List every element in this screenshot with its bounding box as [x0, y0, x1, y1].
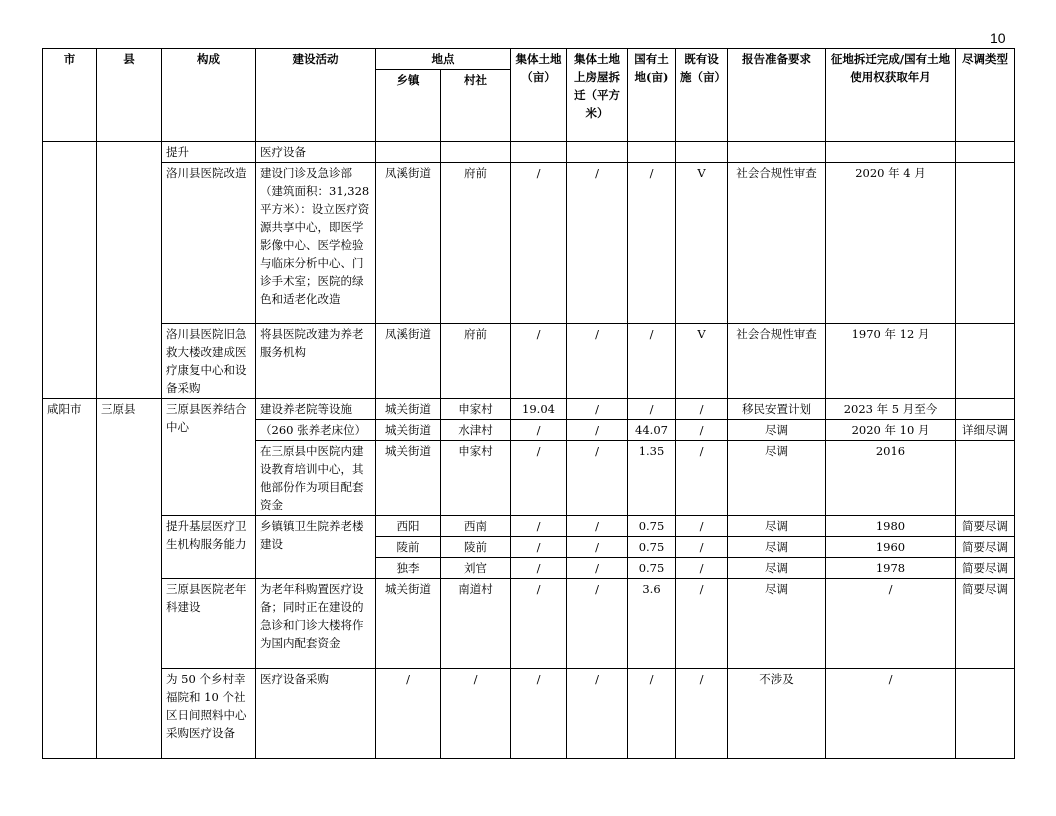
date-cell: 2023 年 5 月至今 — [826, 399, 956, 420]
existing-cell: / — [676, 669, 728, 759]
collective-land-cell: / — [511, 579, 567, 669]
table-row — [43, 142, 1015, 163]
activity-cell: （260 张养老床位） — [256, 420, 376, 441]
report-cell: 尽调 — [728, 516, 826, 537]
component-cell: 为 50 个乡村幸福院和 10 个社区日间照料中心采购医疗设备 — [162, 669, 256, 759]
header-collective-land: 集体土地（亩） — [511, 49, 567, 142]
demolition-cell: / — [567, 537, 628, 558]
village-cell: 刘官 — [441, 558, 511, 579]
dd-cell: 详细尽调 — [956, 420, 1015, 441]
demolition-cell: / — [567, 324, 628, 399]
city-cell — [43, 142, 97, 399]
city-cell: 咸阳市 — [43, 399, 97, 759]
state-land-cell: / — [628, 324, 676, 399]
dd-cell — [956, 441, 1015, 516]
report-cell: 尽调 — [728, 558, 826, 579]
existing-cell: V — [676, 163, 728, 324]
township-cell: 城关街道 — [376, 441, 441, 516]
header-county: 县 — [97, 49, 162, 142]
state-land-cell: 1.35 — [628, 441, 676, 516]
component-cell: 洛川县医院旧急救大楼改建成医疗康复中心和设备采购 — [162, 324, 256, 399]
demolition-cell: / — [567, 516, 628, 537]
demolition-cell: / — [567, 669, 628, 759]
collective-land-cell: / — [511, 558, 567, 579]
dd-cell: 简要尽调 — [956, 558, 1015, 579]
activity-cell: 医疗设备采购 — [256, 669, 376, 759]
report-cell: 尽调 — [728, 441, 826, 516]
table-row — [43, 163, 1015, 324]
village-cell: 府前 — [441, 324, 511, 399]
report-cell: 尽调 — [728, 537, 826, 558]
activity-cell: 乡镇镇卫生院养老楼建设 — [256, 516, 376, 579]
township-cell: 凤溪街道 — [376, 163, 441, 324]
state-land-cell: 0.75 — [628, 537, 676, 558]
village-cell: 水津村 — [441, 420, 511, 441]
state-land-cell: 3.6 — [628, 579, 676, 669]
collective-land-cell: / — [511, 537, 567, 558]
demolition-cell: / — [567, 441, 628, 516]
township-cell: 城关街道 — [376, 579, 441, 669]
existing-cell: / — [676, 537, 728, 558]
collective-land-cell: 19.04 — [511, 399, 567, 420]
state-land-cell: 0.75 — [628, 558, 676, 579]
collective-land-cell: / — [511, 163, 567, 324]
collective-land-cell: / — [511, 669, 567, 759]
township-cell: 独李 — [376, 558, 441, 579]
table-row — [43, 324, 1015, 399]
table-row — [43, 516, 1015, 537]
activity-cell: 建设门诊及急诊部（建筑面积：31,328平方米）：设立医疗资源共享中心，即医学影像中心、医学检验与临床分析中心、门诊手术室；医院的绿色和适老化改造 — [256, 163, 376, 324]
existing-cell: / — [676, 579, 728, 669]
county-cell: 三原县 — [97, 399, 162, 759]
township-cell: 西阳 — [376, 516, 441, 537]
report-cell: 社会合规性审查 — [728, 163, 826, 324]
dd-cell — [956, 669, 1015, 759]
component-cell: 三原县医养结合中心 — [162, 399, 256, 516]
date-cell: / — [826, 579, 956, 669]
dd-cell — [956, 399, 1015, 420]
header-collective-demolition: 集体土地上房屋拆迁（平方米） — [567, 49, 628, 142]
header-activity: 建设活动 — [256, 49, 376, 142]
township-cell: / — [376, 669, 441, 759]
existing-cell: / — [676, 420, 728, 441]
report-cell: 不涉及 — [728, 669, 826, 759]
table-row — [43, 669, 1015, 759]
township-cell: 陵前 — [376, 537, 441, 558]
table-row — [43, 579, 1015, 669]
report-cell: 移民安置计划 — [728, 399, 826, 420]
state-land-cell: / — [628, 669, 676, 759]
village-cell: 西南 — [441, 516, 511, 537]
existing-cell: / — [676, 399, 728, 420]
table-row — [43, 399, 1015, 420]
county-cell — [97, 142, 162, 399]
activity-cell: 为老年科购置医疗设备；同时正在建设的急诊和门诊大楼将作为国内配套资金 — [256, 579, 376, 669]
header-state-land: 国有土地(亩) — [628, 49, 676, 142]
header-township: 乡镇 — [376, 70, 441, 142]
date-cell: / — [826, 669, 956, 759]
demolition-cell: / — [567, 399, 628, 420]
state-land-cell: / — [628, 399, 676, 420]
dd-cell: 简要尽调 — [956, 537, 1015, 558]
activity-cell: 医疗设备 — [256, 142, 376, 163]
demolition-cell: / — [567, 163, 628, 324]
village-cell: / — [441, 669, 511, 759]
activity-cell: 在三原县中医院内建设教育培训中心，其他部份作为项目配套资金 — [256, 441, 376, 516]
demolition-cell: / — [567, 558, 628, 579]
component-cell: 洛川县医院改造 — [162, 163, 256, 324]
village-cell: 府前 — [441, 163, 511, 324]
dd-cell — [956, 163, 1015, 324]
component-cell: 三原县医院老年科建设 — [162, 579, 256, 669]
demolition-cell: / — [567, 420, 628, 441]
header-existing: 既有设施（亩） — [676, 49, 728, 142]
state-land-cell: / — [628, 163, 676, 324]
village-cell: 申家村 — [441, 399, 511, 420]
date-cell: 1960 — [826, 537, 956, 558]
demolition-cell: / — [567, 579, 628, 669]
report-cell: 尽调 — [728, 579, 826, 669]
state-land-cell: 0.75 — [628, 516, 676, 537]
date-cell: 2020 年 10 月 — [826, 420, 956, 441]
state-land-cell: 44.07 — [628, 420, 676, 441]
date-cell: 2016 — [826, 441, 956, 516]
date-cell: 1970 年 12 月 — [826, 324, 956, 399]
project-table — [42, 48, 1015, 759]
dd-cell — [956, 324, 1015, 399]
existing-cell: / — [676, 516, 728, 537]
dd-cell: 简要尽调 — [956, 579, 1015, 669]
existing-cell: / — [676, 558, 728, 579]
collective-land-cell: / — [511, 420, 567, 441]
page-number: 10 — [990, 30, 1006, 46]
header-location: 地点 — [376, 49, 511, 70]
township-cell: 城关街道 — [376, 399, 441, 420]
existing-cell: / — [676, 441, 728, 516]
component-cell: 提升 — [162, 142, 256, 163]
report-cell: 尽调 — [728, 420, 826, 441]
collective-land-cell: / — [511, 441, 567, 516]
header-city: 市 — [43, 49, 97, 142]
date-cell: 1978 — [826, 558, 956, 579]
township-cell: 城关街道 — [376, 420, 441, 441]
header-dd-type: 尽调类型 — [956, 49, 1015, 142]
dd-cell: 简要尽调 — [956, 516, 1015, 537]
header-acquisition-date: 征地拆迁完成/国有土地使用权获取年月 — [826, 49, 956, 142]
collective-land-cell: / — [511, 516, 567, 537]
township-cell: 凤溪街道 — [376, 324, 441, 399]
header-village: 村社 — [441, 70, 511, 142]
report-cell: 社会合规性审查 — [728, 324, 826, 399]
date-cell: 2020 年 4 月 — [826, 163, 956, 324]
village-cell: 申家村 — [441, 441, 511, 516]
existing-cell: V — [676, 324, 728, 399]
date-cell: 1980 — [826, 516, 956, 537]
header-report: 报告准备要求 — [728, 49, 826, 142]
village-cell: 陵前 — [441, 537, 511, 558]
collective-land-cell: / — [511, 324, 567, 399]
component-cell: 提升基层医疗卫生机构服务能力 — [162, 516, 256, 579]
header-component: 构成 — [162, 49, 256, 142]
activity-cell: 建设养老院等设施 — [256, 399, 376, 420]
activity-cell: 将县医院改建为养老服务机构 — [256, 324, 376, 399]
village-cell: 南道村 — [441, 579, 511, 669]
